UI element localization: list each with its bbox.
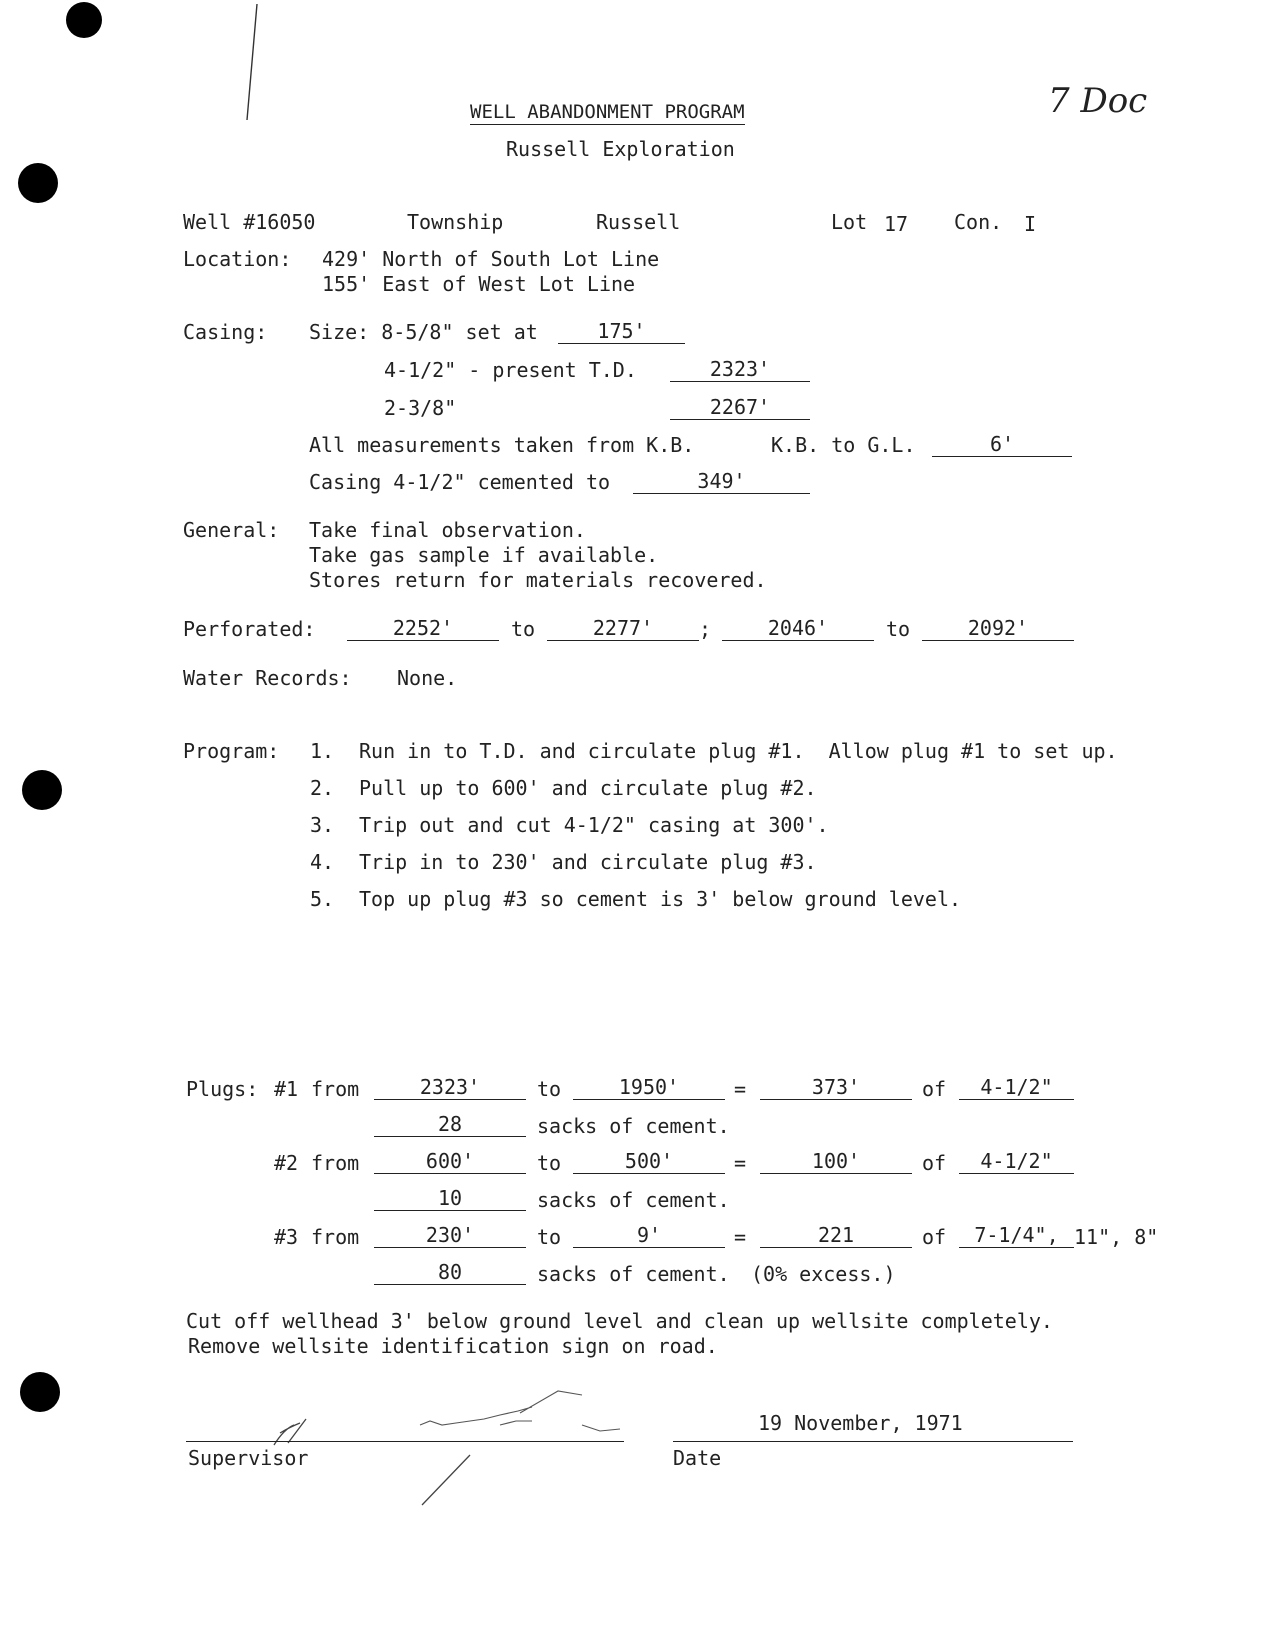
water-records-value: None. [397, 666, 458, 690]
plug-size-value: 4-1/2" [959, 1151, 1074, 1174]
lot-value: 17 [884, 212, 909, 236]
plugs-label: Plugs: [186, 1077, 259, 1101]
casing-line3-value: 2267' [670, 397, 810, 420]
program-label: Program: [183, 739, 280, 763]
plug-of-word: of [922, 1225, 947, 1249]
cemented-value: 349' [633, 471, 810, 494]
plug-sacks-value: 28 [374, 1114, 526, 1137]
plug-excess-note: (0% excess.) [751, 1262, 896, 1286]
general-line1: Take final observation. [309, 518, 586, 542]
plug-to-value: 1950' [573, 1077, 725, 1100]
plug-of-word: of [922, 1151, 947, 1175]
perforated-to-word: to [511, 617, 536, 641]
plug-sacks-text: sacks of cement. [537, 1114, 730, 1138]
plug-sacks-value: 10 [374, 1188, 526, 1211]
date-value: 19 November, 1971 [758, 1411, 963, 1435]
date-label: Date [673, 1446, 722, 1470]
program-step-text: Pull up to 600' and circulate plug #2. [359, 776, 817, 800]
program-step-text: Run in to T.D. and circulate plug #1. Allow plug #1 to set up. [359, 739, 1118, 763]
program-step-number: 2. [310, 776, 335, 800]
plug-from-word: from [311, 1225, 360, 1249]
plug-to-value: 9' [573, 1225, 725, 1248]
date-line [673, 1441, 1073, 1442]
closing-line1: Cut off wellhead 3' below ground level and clean up wellsite completely. [186, 1309, 1053, 1333]
location-line2: 155' East of West Lot Line [322, 272, 636, 296]
punch-hole [66, 2, 102, 38]
closing-line2: Remove wellsite identification sign on road. [188, 1334, 718, 1358]
plug-sacks-value: 80 [374, 1262, 526, 1285]
plug-from-value: 2323' [374, 1077, 526, 1100]
lot-label: Lot [831, 210, 868, 234]
punch-hole [20, 1372, 60, 1412]
plug-id: #3 [274, 1225, 299, 1249]
plug-from-value: 230' [374, 1225, 526, 1248]
plug-from-value: 600' [374, 1151, 526, 1174]
township-label: Township [407, 210, 504, 234]
well-number: Well #16050 [183, 210, 316, 234]
casing-size-value: 175' [558, 321, 685, 344]
plug-from-word: from [311, 1151, 360, 1175]
kb-to-gl-label: K.B. to G.L. [771, 433, 916, 457]
plug-id: #2 [274, 1151, 299, 1175]
plug-length-value: 221 [760, 1225, 912, 1248]
general-line2: Take gas sample if available. [309, 543, 659, 567]
punch-hole [18, 163, 58, 203]
location-line1: 429' North of South Lot Line [322, 247, 660, 271]
location-label: Location: [183, 247, 292, 271]
perforated-to-word-2: to [886, 617, 911, 641]
plug-to-value: 500' [573, 1151, 725, 1174]
perforated-to1: 2277' [547, 618, 699, 641]
casing-size-text: Size: 8-5/8" set at [309, 320, 538, 344]
perforated-from2: 2046' [722, 618, 874, 641]
plug-of-word: of [922, 1077, 947, 1101]
plug-to-word: to [537, 1077, 562, 1101]
program-step-text: Trip in to 230' and circulate plug #3. [359, 850, 817, 874]
plug-equals: = [734, 1077, 747, 1101]
plug-to-word: to [537, 1151, 562, 1175]
program-step-text: Top up plug #3 so cement is 3' below ground level. [359, 887, 962, 911]
supervisor-signature-line [186, 1441, 624, 1442]
plug-from-word: from [311, 1077, 360, 1101]
plug-equals: = [734, 1151, 747, 1175]
plug-equals: = [734, 1225, 747, 1249]
document-title: WELL ABANDONMENT PROGRAM [470, 101, 745, 123]
casing-line3-text: 2-3/8" [384, 396, 457, 420]
township-value: Russell [596, 210, 681, 234]
plug-size-value: 4-1/2" [959, 1077, 1074, 1100]
plug-size-extra: 11", 8" [1074, 1225, 1159, 1249]
supervisor-label: Supervisor [188, 1446, 309, 1470]
program-step-number: 5. [310, 887, 335, 911]
plug-sacks-text: sacks of cement. [537, 1262, 730, 1286]
punch-hole [22, 770, 62, 810]
cemented-text: Casing 4-1/2" cemented to [309, 470, 611, 494]
casing-line2-text: 4-1/2" - present T.D. [384, 358, 637, 382]
program-step-number: 4. [310, 850, 335, 874]
plug-length-value: 373' [760, 1077, 912, 1100]
general-label: General: [183, 518, 280, 542]
program-step-number: 1. [310, 739, 335, 763]
plug-size-value: 7-1/4", [959, 1225, 1074, 1248]
con-value: I [1024, 212, 1037, 236]
perforated-to2: 2092' [922, 618, 1074, 641]
perforated-label: Perforated: [183, 617, 316, 641]
handwritten-note: 7 Doc [1048, 81, 1148, 121]
perforated-from1: 2252' [347, 618, 499, 641]
perforated-separator: ; [699, 617, 712, 641]
company-name: Russell Exploration [506, 137, 735, 161]
plug-length-value: 100' [760, 1151, 912, 1174]
plug-to-word: to [537, 1225, 562, 1249]
general-line3: Stores return for materials recovered. [309, 568, 767, 592]
kb-to-gl-value: 6' [932, 434, 1072, 457]
supervisor-signature [270, 1385, 650, 1525]
plug-sacks-text: sacks of cement. [537, 1188, 730, 1212]
measurements-note: All measurements taken from K.B. [309, 433, 695, 457]
plug-id: #1 [274, 1077, 299, 1101]
casing-line2-value: 2323' [670, 359, 810, 382]
pen-stroke [235, 0, 265, 125]
program-step-text: Trip out and cut 4-1/2" casing at 300'. [359, 813, 829, 837]
water-records-label: Water Records: [183, 666, 352, 690]
con-label: Con. [954, 210, 1003, 234]
program-step-number: 3. [310, 813, 335, 837]
casing-label: Casing: [183, 320, 268, 344]
